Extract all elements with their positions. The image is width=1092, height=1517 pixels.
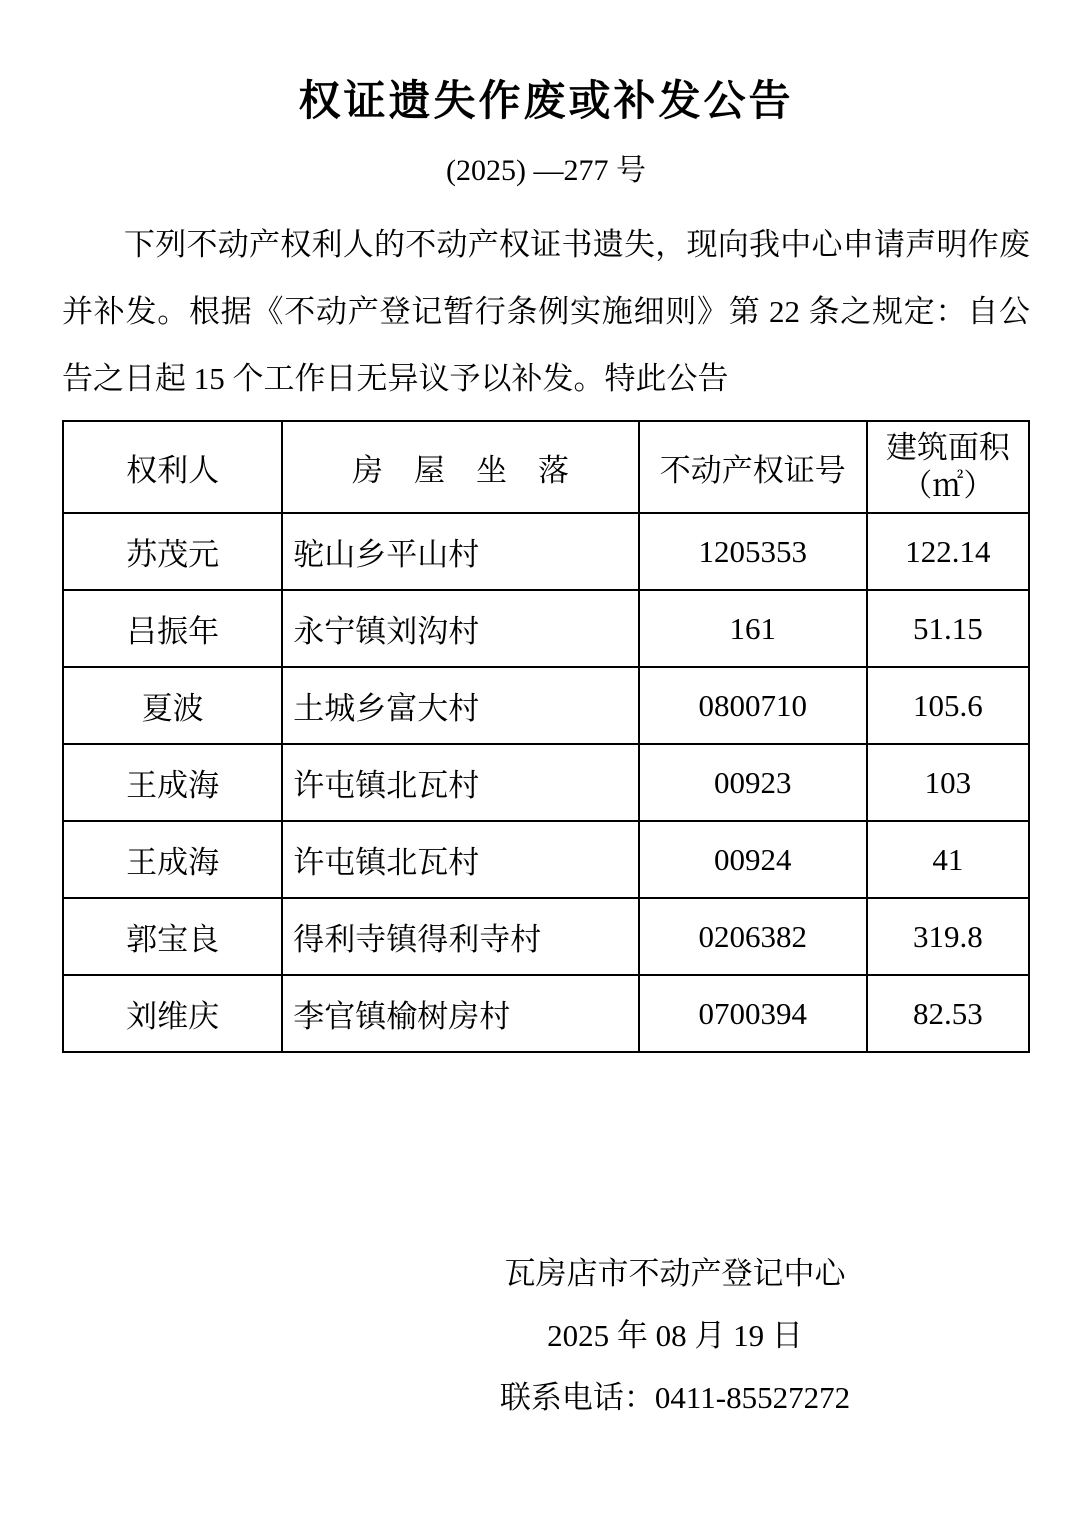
cell-owner: 王成海: [63, 821, 282, 898]
cell-location: 驼山乡平山村: [282, 513, 638, 590]
cell-owner: 夏波: [63, 667, 282, 744]
table-row: [63, 821, 1029, 898]
col-header-owner: 权利人: [63, 421, 282, 513]
cell-area: 41: [867, 821, 1029, 898]
table-row: [63, 898, 1029, 975]
table-row: [63, 513, 1029, 590]
cell-cert-number: 00924: [639, 821, 867, 898]
cell-owner: 郭宝良: [63, 898, 282, 975]
table-row: [63, 975, 1029, 1052]
cell-location: 许屯镇北瓦村: [282, 744, 638, 821]
table-row: [63, 744, 1029, 821]
cell-cert-number: 0700394: [639, 975, 867, 1052]
cell-area: 319.8: [867, 898, 1029, 975]
col-header-location: 房 屋 坐 落: [282, 421, 638, 513]
issuing-org: 瓦房店市不动产登记中心: [504, 1256, 846, 1291]
table-row: [63, 590, 1029, 667]
col-header-area-line1: 建筑面积: [885, 430, 1010, 465]
page-title: 权证遗失作废或补发公告: [298, 77, 794, 124]
cell-area: 105.6: [867, 667, 1029, 744]
issue-date: 2025 年 08 月 19 日: [547, 1318, 803, 1353]
cell-owner: 苏茂元: [63, 513, 282, 590]
cell-area: 82.53: [867, 975, 1029, 1052]
cell-area: 103: [867, 744, 1029, 821]
signature-block: [320, 1243, 1030, 1429]
cell-area: 122.14: [867, 513, 1029, 590]
col-header-area: [867, 421, 1029, 513]
cell-location: 得利寺镇得利寺村: [282, 898, 638, 975]
cell-owner: 吕振年: [63, 590, 282, 667]
cell-owner: 王成海: [63, 744, 282, 821]
doc-number: (2025) —277 号: [446, 154, 646, 187]
contact-phone: 联系电话：0411-85527272: [499, 1380, 851, 1415]
cell-owner: 刘维庆: [63, 975, 282, 1052]
cell-cert-number: 0206382: [639, 898, 867, 975]
table-row: [63, 667, 1029, 744]
certificates-table: [62, 420, 1030, 1053]
table-header-row: [63, 421, 1029, 513]
cell-location: 土城乡富大村: [282, 667, 638, 744]
cell-area: 51.15: [867, 590, 1029, 667]
cell-location: 许屯镇北瓦村: [282, 821, 638, 898]
cell-location: 永宁镇刘沟村: [282, 590, 638, 667]
cell-location: 李官镇榆树房村: [282, 975, 638, 1052]
cell-cert-number: 1205353: [639, 513, 867, 590]
cell-cert-number: 161: [639, 590, 867, 667]
col-header-area-line2: （㎡）: [901, 468, 995, 503]
cell-cert-number: 00923: [639, 744, 867, 821]
cell-cert-number: 0800710: [639, 667, 867, 744]
col-header-cert-number: 不动产权证号: [639, 421, 867, 513]
announcement-paragraph: 下列不动产权利人的不动产权证书遗失，现向我中心申请声明作废并补发。根据《不动产登记暂行条例实施细则》第 22 条之规定：自公告之日起 15 个工作日无异议予以补发。特此公告: [62, 227, 1030, 396]
